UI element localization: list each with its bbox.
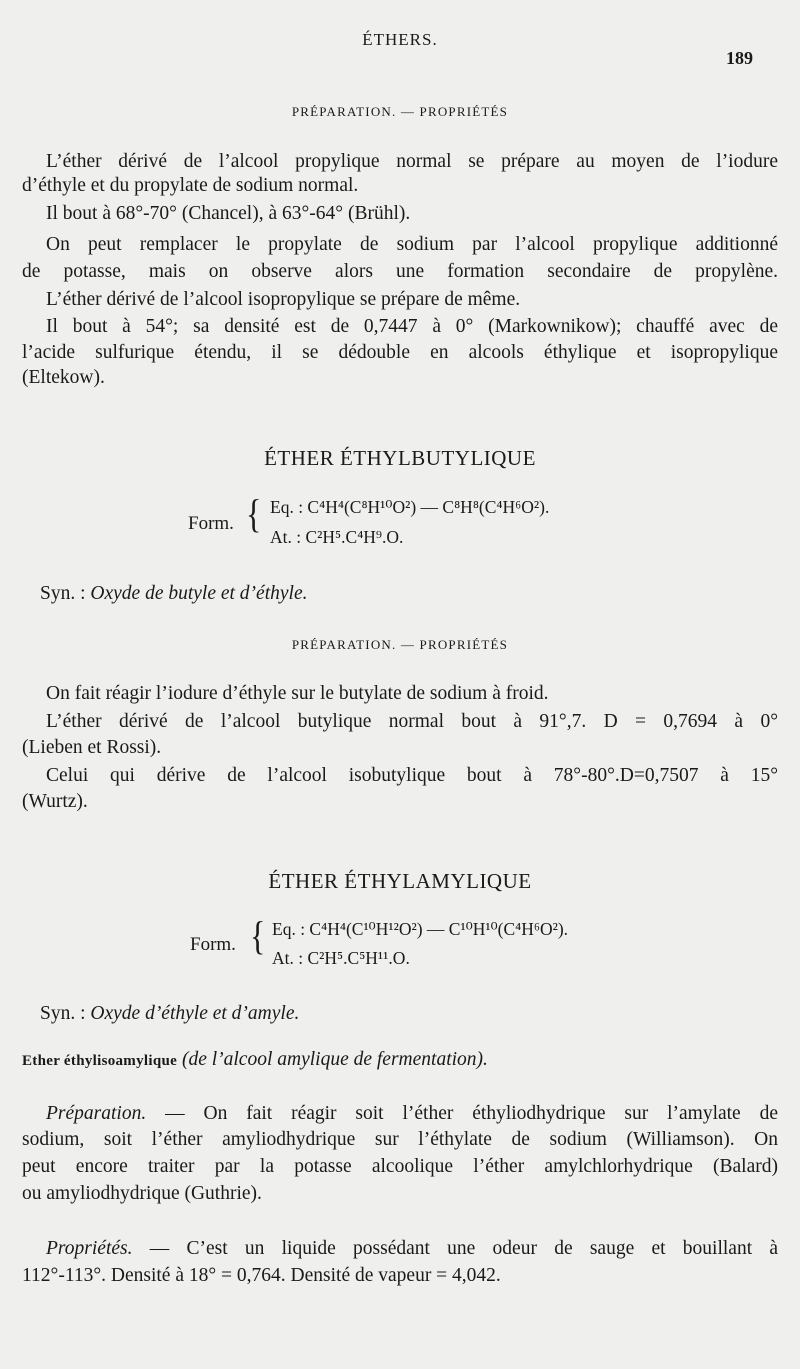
- paragraph-line: [22, 1237, 778, 1261]
- paragraph-line: L’éther dérivé de l’alcool butylique normal bout à 91°,7. D = 0,7694 à 0°: [46, 711, 778, 732]
- paragraph-line: Il bout à 54°; sa densité est de 0,7447 à 0° (Markownikow); chauffé avec de: [46, 316, 778, 337]
- paragraph-line: d’éthyle et du propylate de sodium normal.: [22, 175, 359, 196]
- form-label: Form.: [190, 934, 236, 955]
- synonym-label: Syn. :: [40, 583, 86, 604]
- equivalent-formula: Eq. : C⁴H⁴(C¹⁰H¹²O²) — C¹⁰H¹⁰(C⁴H⁶O²).: [272, 919, 569, 939]
- paragraph-line: peut encore traiter par la potasse alcoolique l’éther amylchlorhydrique (Balard): [22, 1156, 778, 1177]
- synonym-text: Oxyde de butyle et d’éthyle.: [90, 583, 308, 604]
- subsection-heading: [22, 1048, 778, 1073]
- paragraph-line: Celui qui dérive de l’alcool isobutylique bout à 78°-80°.D=0,7507 à 15°: [46, 765, 778, 786]
- synonym-label: Syn. :: [40, 1003, 86, 1024]
- brace-icon: {: [246, 490, 262, 536]
- paragraph-line: (Eltekow).: [22, 367, 105, 388]
- atomic-formula: At. : C²H⁵.C⁵H¹¹.O.: [272, 948, 410, 968]
- proprietes-label: Propriétés.: [46, 1238, 133, 1259]
- section-subhead: PRÉPARATION. — PROPRIÉTÉS: [291, 637, 509, 652]
- paragraph-line: (Lieben et Rossi).: [22, 737, 162, 758]
- paragraph-line: L’éther dérivé de l’alcool propylique normal se prépare au moyen de l’iodure: [46, 151, 778, 172]
- equivalent-formula: Eq. : C⁴H⁴(C⁸H¹⁰O²) — C⁸H⁸(C⁴H⁶O²).: [270, 497, 550, 517]
- synonym-text: Oxyde d’éthyle et d’amyle.: [90, 1003, 300, 1024]
- subsection-heading-italic: (de l’alcool amylique de fermentation).: [181, 1049, 488, 1070]
- paragraph-line: On fait réagir l’iodure d’éthyle sur le butylate de sodium à froid.: [46, 683, 549, 704]
- paragraph-line: ou amyliodhydrique (Guthrie).: [22, 1183, 262, 1204]
- form-label: Form.: [188, 513, 234, 534]
- paragraph-line: [22, 1102, 778, 1126]
- compound-title: ÉTHER ÉTHYLAMYLIQUE: [268, 869, 532, 893]
- proprietes-text: — C’est un liquide possédant une odeur de sauge et bouillant à: [149, 1238, 779, 1259]
- subsection-heading-bold: Ether éthylisoamylique: [22, 1053, 178, 1069]
- running-title: ÉTHERS.: [362, 30, 438, 49]
- synonym: [40, 583, 307, 605]
- paragraph-line: de potasse, mais on observe alors une formation secondaire de propylène.: [22, 261, 778, 282]
- page-number: 189: [726, 48, 753, 68]
- preparation-text: — On fait réagir soit l’éther éthyliodhydrique sur l’amylate de: [165, 1103, 778, 1124]
- compound-title: ÉTHER ÉTHYLBUTYLIQUE: [264, 446, 536, 470]
- paragraph-line: sodium, soit l’éther amyliodhydrique sur l’éthylate de sodium (Williamson). On: [22, 1129, 778, 1150]
- paragraph-line: Il bout à 68°-70° (Chancel), à 63°-64° (Brühl).: [46, 203, 411, 224]
- brace-icon: {: [250, 912, 266, 958]
- preparation-label: Préparation.: [46, 1103, 147, 1124]
- synonym: [40, 1003, 299, 1025]
- paragraph-line: l’acide sulfurique étendu, il se dédouble en alcools éthylique et isopropylique: [22, 342, 778, 363]
- paragraph-line: On peut remplacer le propylate de sodium par l’alcool propylique additionné: [46, 234, 778, 255]
- paragraph-line: (Wurtz).: [22, 791, 88, 812]
- paragraph-line: 112°-113°. Densité à 18° = 0,764. Densité de vapeur = 4,042.: [22, 1265, 501, 1286]
- atomic-formula: At. : C²H⁵.C⁴H⁹.O.: [270, 527, 404, 547]
- paragraph-line: L’éther dérivé de l’alcool isopropylique se prépare de même.: [46, 289, 521, 310]
- section-subhead: PRÉPARATION. — PROPRIÉTÉS: [291, 104, 509, 119]
